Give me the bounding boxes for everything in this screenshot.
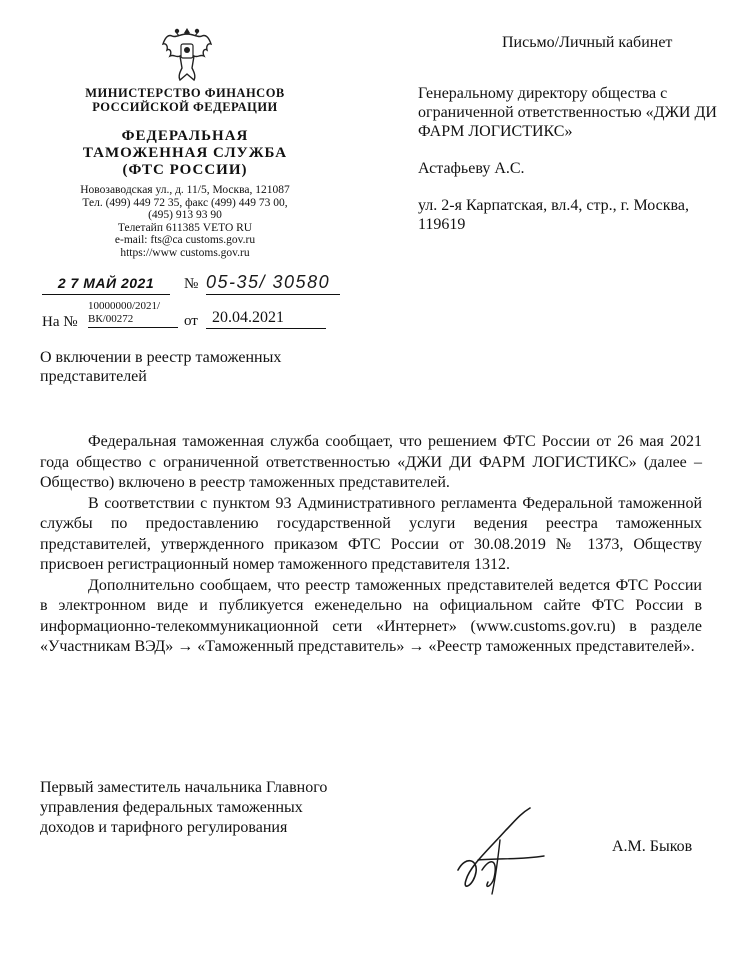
recipient-position: Генеральному директору общества с ограниченной ответственностью «ДЖИ ДИ ФАРМ ЛОГИСТИКС» bbox=[418, 85, 717, 140]
signatory-name: А.М. Быков bbox=[612, 838, 693, 855]
body-paragraph: Федеральная таможенная служба сообщает, что решением ФТС России от 26 мая 2021 года общество с ограниченной ответственностью «ДЖИ ДИ ФАРМ ЛОГИСТИКС» (далее – Общество) включено в реестр таможенных представителей. bbox=[40, 433, 702, 491]
recipient-name: Астафьеву А.С. bbox=[418, 160, 525, 177]
reference-number: 10000000/2021/ ВК/00272 bbox=[88, 300, 178, 328]
recipient-address: ул. 2-я Карпатская, вл.4, стр., г. Москва, 119619 bbox=[418, 197, 689, 233]
contact-info: Новозаводская ул., д. 11/5, Москва, 121087 Тел. (499) 449 72 35, факс (499) 449 73 00, (495) 913 93 90 Телетайп 611385 VETO RU e-mail: fts@ca customs.gov.ru https://www customs.gov.ru bbox=[80, 184, 290, 259]
body-paragraph: В соответствии с пунктом 93 Административного регламента Федеральной таможенной службы по предоставлению государственной услуги ведения реестра таможенных представителей, утвержденного приказом ФТС России от 30.08.2019 № 1373, Обществу присвоен регистрационный номер таможенного представителя 1312. bbox=[40, 494, 702, 573]
document-mark: Письмо/Личный кабинет bbox=[502, 34, 673, 51]
registration-number-label: № bbox=[184, 276, 199, 292]
handwritten-signature-icon bbox=[448, 800, 568, 900]
coat-of-arms-icon bbox=[160, 24, 214, 84]
recipient-block bbox=[418, 84, 718, 252]
registration-date: 2 7 МАЙ 2021 bbox=[42, 275, 170, 295]
letter-body bbox=[40, 432, 702, 658]
reference-from-label: от bbox=[184, 313, 198, 329]
service-name: ФЕДЕРАЛЬНАЯ ТАМОЖЕННАЯ СЛУЖБА (ФТС РОССИИ) bbox=[82, 128, 288, 178]
reference-date: 20.04.2021 bbox=[206, 309, 326, 329]
body-paragraph: Дополнительно сообщаем, что реестр таможенных представителей ведется ФТС России в электронном виде и публикуется еженедельно на официальном сайте ФТС России в информационно-телекоммуникационной сети «Интернет» (www.customs.gov.ru) в разделе «Участникам ВЭД» → «Таможенный представитель» → «Реестр таможенных представителей». bbox=[40, 576, 702, 655]
ministry-name: МИНИСТЕРСТВО ФИНАНСОВ РОССИЙСКОЙ ФЕДЕРАЦИИ bbox=[85, 86, 285, 114]
signatory-title: Первый заместитель начальника Главного управления федеральных таможенных доходов и тарифного регулирования bbox=[40, 779, 328, 836]
registration-number: 05-35/ 30580 bbox=[206, 272, 340, 295]
letter-subject: О включении в реестр таможенных представителей bbox=[40, 349, 282, 385]
reference-label: На № bbox=[42, 314, 78, 330]
